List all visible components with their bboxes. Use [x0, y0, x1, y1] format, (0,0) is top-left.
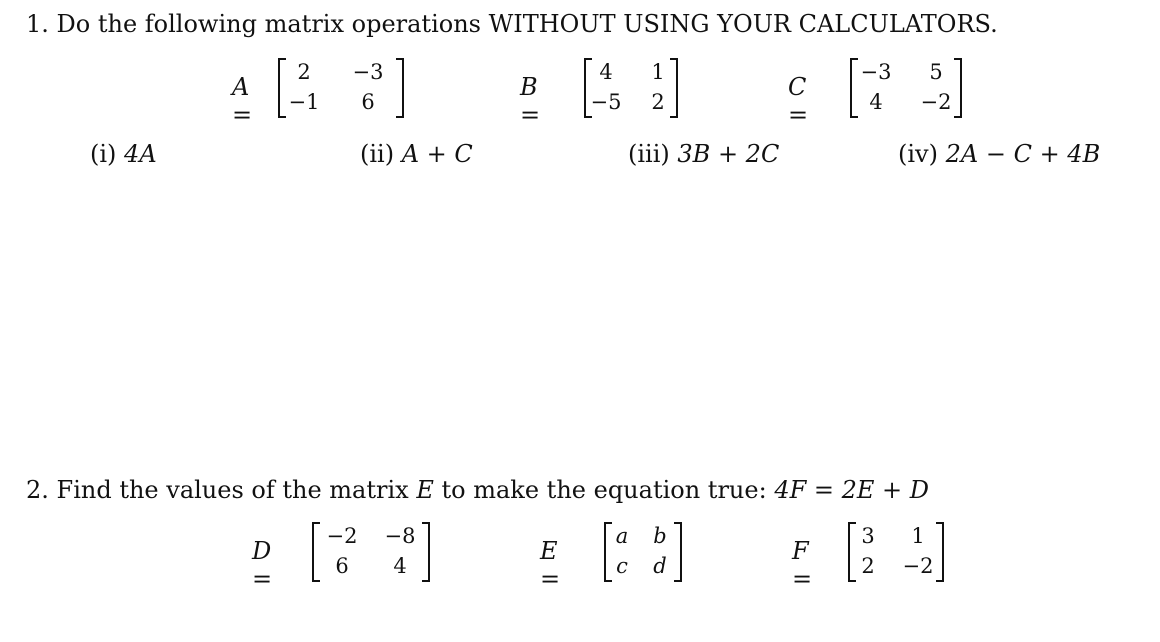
matrix-e-cell: a — [615, 524, 629, 548]
matrix-d-right-bracket — [422, 522, 430, 582]
question-2-text-2: to make the equation true: — [441, 476, 767, 504]
question-2-variable: E — [416, 476, 434, 504]
matrix-b-cell: 1 — [651, 60, 665, 84]
matrix-f-cell: −2 — [902, 554, 934, 578]
part-iv — [898, 140, 1100, 168]
matrix-c-cell: −3 — [860, 60, 892, 84]
matrix-d-cell: −8 — [384, 524, 416, 548]
part-expression: 3B + 2C — [677, 140, 780, 168]
part-expression: 4A — [124, 140, 157, 168]
matrix-f-cell: 3 — [861, 524, 875, 548]
matrix-d-cell: −2 — [326, 524, 358, 548]
matrix-b-cell: 2 — [651, 90, 665, 114]
part-i — [90, 140, 157, 168]
question-2-text: Find the values of the matrix — [56, 476, 409, 504]
matrix-a-cell: 2 — [297, 60, 311, 84]
matrix-f-right-bracket — [936, 522, 944, 582]
matrix-c-label: C = — [788, 73, 809, 129]
matrix-b-cell: −5 — [590, 90, 622, 114]
matrix-c-cell: 5 — [929, 60, 943, 84]
matrix-c-cell: 4 — [869, 90, 883, 114]
matrix-f-label: F = — [792, 537, 813, 593]
part-label: (iv) — [898, 140, 938, 168]
matrix-e-cell: c — [616, 554, 628, 578]
matrix-e-cell: b — [653, 524, 667, 548]
matrix-a-cell: −3 — [352, 60, 384, 84]
matrix-a-cell: −1 — [288, 90, 320, 114]
matrix-a-cell: 6 — [361, 90, 375, 114]
part-label: (iii) — [628, 140, 670, 168]
matrix-f-cell: 1 — [911, 524, 925, 548]
matrix-d-left-bracket — [312, 522, 320, 582]
matrix-d-label: D = — [252, 537, 273, 593]
question-2-equation: 4F = 2E + D — [774, 476, 929, 504]
question-1-heading — [26, 10, 998, 38]
matrix-d-cell: 6 — [335, 554, 349, 578]
part-expression: 2A − C + 4B — [945, 140, 1101, 168]
question-2-number: 2. — [26, 476, 49, 504]
matrix-c-right-bracket — [954, 58, 962, 118]
part-ii — [360, 140, 473, 168]
matrix-b-right-bracket — [670, 58, 678, 118]
matrix-e-right-bracket — [674, 522, 682, 582]
part-expression: A + C — [401, 140, 473, 168]
matrix-a-label: A = — [232, 73, 253, 129]
question-2-heading — [26, 476, 929, 504]
part-label: (ii) — [360, 140, 395, 168]
question-1-number: 1. — [26, 10, 49, 38]
matrix-d-cell: 4 — [393, 554, 407, 578]
matrix-c-cell: −2 — [920, 90, 952, 114]
question-1-text: Do the following matrix operations WITHOUT USING YOUR CALCULATORS. — [56, 10, 998, 38]
matrix-f-cell: 2 — [861, 554, 875, 578]
part-iii — [628, 140, 779, 168]
matrix-e-label: E = — [540, 537, 561, 593]
matrix-a-right-bracket — [396, 58, 404, 118]
matrix-b-label: B = — [520, 73, 541, 129]
matrix-b-cell: 4 — [599, 60, 613, 84]
part-label: (i) — [90, 140, 117, 168]
matrix-e-cell: d — [653, 554, 667, 578]
